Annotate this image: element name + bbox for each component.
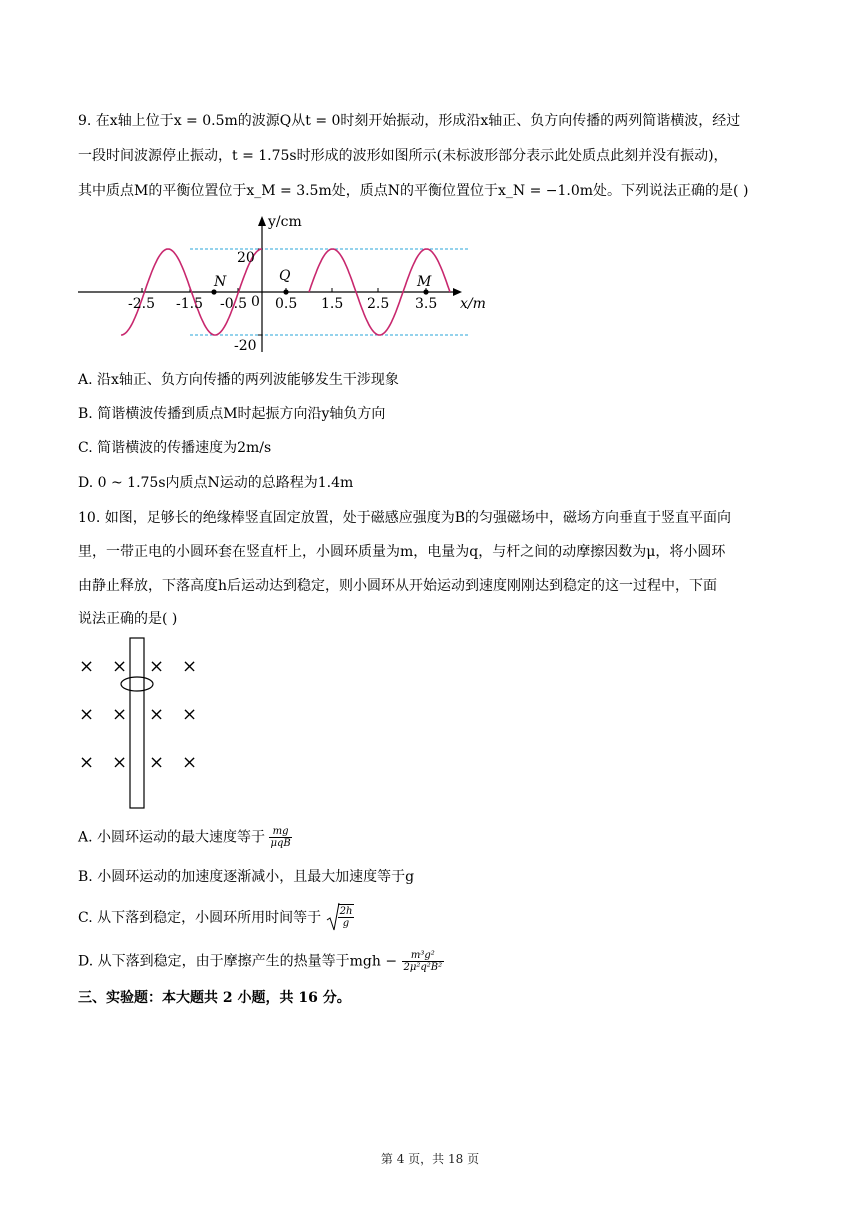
fraction-denominator: 2μ²q²B² bbox=[403, 962, 443, 973]
q9-option-a: A. 沿x轴正、负方向传播的两列波能够发生干涉现象 bbox=[78, 372, 399, 388]
point-M-label: M bbox=[417, 274, 432, 290]
field-cross: × bbox=[182, 704, 198, 725]
field-cross: × bbox=[182, 752, 198, 773]
field-cross: × bbox=[182, 656, 198, 677]
x-tick-label: 3.5 bbox=[415, 296, 438, 312]
x-tick-label: 2.5 bbox=[367, 296, 390, 312]
q10-option-b: B. 小圆环运动的加速度逐渐减小，且最大加速度等于g bbox=[78, 869, 415, 885]
fraction-denominator: g bbox=[342, 918, 350, 929]
q9-text-line-2: 一段时间波源停止振动，t = 1.75s时形成的波形如图所示(未标波形部分表示此处质点此刻并没有振动)， bbox=[78, 148, 728, 164]
q10-magnetic-field-figure bbox=[70, 632, 220, 812]
q9-text-line-3: 其中质点M的平衡位置位于x_M = 3.5m处，质点N的平衡位置位于x_N = −1.0m处。下列说法正确的是( ) bbox=[78, 183, 749, 199]
field-cross: × bbox=[149, 704, 165, 725]
y-axis-arrow bbox=[258, 216, 266, 226]
fraction-numerator: 2h bbox=[339, 906, 353, 917]
q9-text-line-1: 9. 在x轴上位于x = 0.5m的波源Q从t = 0时刻开始振动，形成沿x轴正、负方向传播的两列简谐横波，经过 bbox=[78, 113, 741, 129]
fraction-mg-over-muqb bbox=[269, 826, 291, 849]
y-tick-minus-20: -20 bbox=[234, 338, 257, 354]
x-tick-label: 1.5 bbox=[321, 296, 344, 312]
point-Q-label: Q bbox=[279, 268, 291, 284]
field-cross: × bbox=[112, 704, 128, 725]
fraction-2h-over-g bbox=[338, 904, 355, 929]
q9-option-c: C. 简谐横波的传播速度为2m/s bbox=[78, 440, 272, 456]
section-heading-experiments: 三、实验题：本大题共 2 小题，共 16 分。 bbox=[78, 990, 351, 1006]
q10-option-d bbox=[78, 950, 783, 973]
q9-wave-figure bbox=[70, 208, 510, 358]
x-tick-label: -2.5 bbox=[128, 296, 155, 312]
field-cross: × bbox=[112, 752, 128, 773]
q10-text-line-4: 说法正确的是( ) bbox=[78, 611, 178, 627]
point-Q-dot bbox=[283, 289, 288, 294]
q9-option-d: D. 0 ~ 1.75s内质点N运动的总路程为1.4m bbox=[78, 475, 354, 491]
x-tick-label: 0.5 bbox=[275, 296, 298, 312]
page-footer: 第 4 页，共 18 页 bbox=[380, 1152, 480, 1166]
fraction-numerator: m³g² bbox=[402, 950, 445, 962]
field-cross: × bbox=[149, 752, 165, 773]
y-axis-label: y/cm bbox=[268, 214, 302, 230]
point-N-dot bbox=[211, 289, 216, 294]
fraction-numerator: mg bbox=[269, 826, 291, 838]
q10-option-d-text: D. 从下落到稳定，由于摩擦产生的热量等于mgh − bbox=[78, 953, 398, 970]
q10-option-c-text: C. 从下落到稳定，小圆环所用时间等于 bbox=[78, 910, 322, 926]
q10-text-line-3: 由静止释放，下落高度h后运动达到稳定，则小圆环从开始运动到速度刚刚达到稳定的这一过程中，下面 bbox=[78, 578, 718, 594]
x-axis-label: x/m bbox=[460, 296, 486, 312]
vertical-rod bbox=[130, 638, 144, 808]
sqrt-sign-icon bbox=[326, 902, 340, 932]
field-cross: × bbox=[79, 752, 95, 773]
sqrt-expression bbox=[326, 904, 355, 932]
q10-text-line-2: 里，一带正电的小圆环套在竖直杆上，小圆环质量为m，电量为q，与杆之间的动摩擦因数为μ，将小圆环 bbox=[78, 544, 726, 560]
field-cross: × bbox=[79, 656, 95, 677]
point-M-dot bbox=[423, 289, 428, 294]
q10-text-line-1: 10. 如图，足够长的绝缘棒竖直固定放置，处于磁感应强度为B的匀强磁场中，磁场方向垂直于竖直平面向 bbox=[78, 510, 732, 526]
q10-option-c bbox=[78, 904, 783, 932]
origin-label: 0 bbox=[251, 294, 260, 310]
field-cross: × bbox=[79, 704, 95, 725]
x-tick-label: -0.5 bbox=[220, 296, 247, 312]
q10-option-a bbox=[78, 826, 783, 849]
y-tick-20: 20 bbox=[237, 250, 255, 266]
fraction-heat-term bbox=[402, 950, 445, 973]
field-cross: × bbox=[112, 656, 128, 677]
q9-option-b: B. 简谐横波传播到质点M时起振方向沿y轴负方向 bbox=[78, 406, 386, 422]
field-cross: × bbox=[149, 656, 165, 677]
q10-option-a-text: A. 小圆环运动的最大速度等于 bbox=[78, 829, 266, 846]
fraction-denominator: μqB bbox=[270, 838, 291, 849]
x-tick-label: -1.5 bbox=[176, 296, 203, 312]
x-axis-arrow bbox=[453, 288, 462, 296]
point-N-label: N bbox=[214, 274, 227, 290]
